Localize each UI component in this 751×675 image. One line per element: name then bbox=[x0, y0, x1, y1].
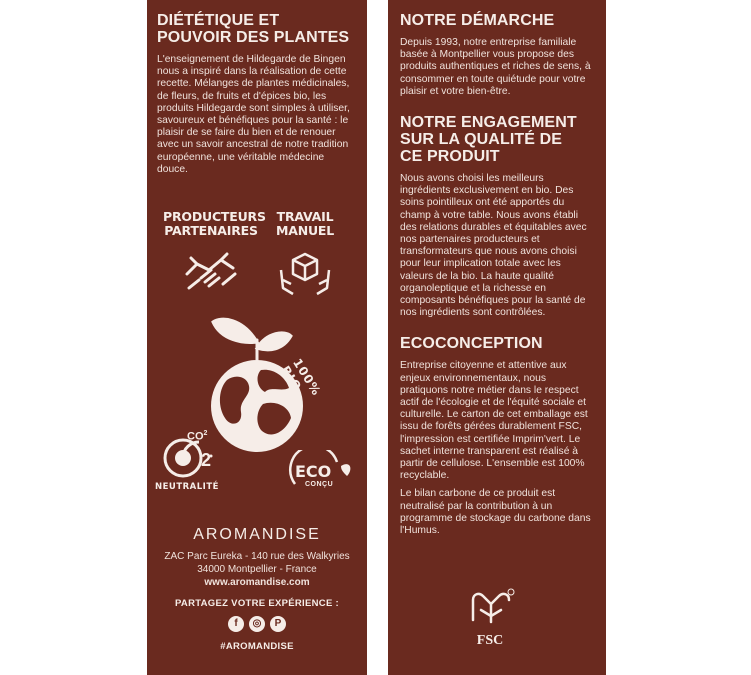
manual-work-title: TRAVAIL MANUEL bbox=[275, 209, 335, 239]
co2-top: $CO^2$ bbox=[187, 430, 208, 443]
fsc-label: FSC bbox=[476, 633, 504, 648]
dietetics-paragraph: L'enseignement de Hildegarde de Bingen nous a inspiré dans la réalisation de cette recette. Mélanges de plantes médicinales, de fleurs, de fruits et d'épices bio, les produits Hildegarde sont simples à utiliser, savoureux et bénéfiques pour la santé : le plaisir de se faire du bien et de renouer avec un savoir ancestral de notre tradition européenne, une véritable médecine douce. bbox=[157, 54, 350, 175]
co2-neutral-badge bbox=[155, 430, 221, 498]
approach-heading: NOTRE DÉMARCHE bbox=[400, 12, 555, 29]
approach-paragraph: Depuis 1993, notre entreprise familiale basée à Montpellier vous propose des produits authentiques et riches de sens, à consommer en toute quiétude pour votre plaisir et votre bien-être. bbox=[400, 37, 591, 97]
quality-section bbox=[400, 114, 594, 319]
ecodesign-paragraph: Entreprise citoyenne et attentive aux enjeux environnementaux, nous pratiquons notre métier dans le respect actif de l'écologie et de l'équité sociale et culturelle. Le carton de cet emballage est issu de forêts gérées durablement FSC, l'impression est certifiée Imprim'vert. Le sachet interne transparent est réalisé à partir de cellulose. L'ensemble est 100% recyclable. bbox=[400, 360, 588, 482]
hands-box-icon bbox=[275, 244, 335, 298]
social-icons bbox=[147, 616, 367, 632]
left-panel bbox=[147, 0, 367, 675]
brand-name: AROMANDISE bbox=[193, 526, 321, 543]
badges-row bbox=[157, 210, 357, 298]
dietetics-section bbox=[157, 12, 357, 176]
right-panel bbox=[388, 0, 606, 675]
co2-label: NEUTRALITÉ bbox=[155, 482, 219, 492]
producers-badge bbox=[163, 209, 266, 298]
ecodesign-section bbox=[400, 335, 594, 537]
eco-sub: CONÇU bbox=[305, 481, 334, 488]
facebook-icon[interactable]: f bbox=[228, 616, 244, 632]
quality-heading: NOTRE ENGAGEMENT SUR LA QUALITÉ DE CE PRODUIT bbox=[400, 114, 577, 166]
co2-big: 2 bbox=[201, 450, 212, 470]
eco-badge bbox=[285, 450, 355, 500]
address-line1: ZAC Parc Eureka - 140 rue des Walkyries bbox=[164, 551, 350, 562]
address bbox=[147, 550, 367, 589]
fsc-logo bbox=[460, 586, 520, 649]
hashtag: #AROMANDISE bbox=[220, 641, 294, 652]
address-line2: 34000 Montpellier - France bbox=[197, 564, 317, 575]
ecodesign-heading: ECOCONCEPTION bbox=[400, 335, 543, 353]
pinterest-icon[interactable]: P bbox=[270, 616, 286, 632]
producers-title: PRODUCTEURS PARTENAIRES bbox=[163, 209, 266, 239]
manual-work-badge bbox=[259, 210, 351, 298]
instagram-icon[interactable]: ◎ bbox=[249, 616, 265, 632]
website-link[interactable]: www.aromandise.com bbox=[204, 577, 310, 588]
eco-word: ECO bbox=[295, 462, 332, 481]
quality-paragraph: Nous avons choisi les meilleurs ingrédients exclusivement en bio. Des soins pointilleux ont été apportés du champ à votre table. Nous avons établi des relations durables et équitables avec nos partenaires producteurs et transformateurs que nous avons choisi pour leur implication totale avec les valeurs de la bio. La haute qualité organoleptique et la richesse en composants bénéfiques pour la santé de nos ingrédients sont contrôlées. bbox=[400, 173, 587, 319]
bio-globe bbox=[157, 300, 357, 520]
dietetics-heading: DIÉTÉTIQUE ET POUVOIR DES PLANTES bbox=[157, 12, 350, 46]
fsc-tree-icon bbox=[465, 586, 515, 626]
handshake-icon bbox=[181, 244, 241, 298]
approach-section bbox=[400, 12, 594, 98]
share-label: PARTAGEZ VOTRE EXPÉRIENCE : bbox=[175, 598, 339, 609]
carbon-paragraph: Le bilan carbone de ce produit est neutralisé par la contribution à un programme de stockage du carbone dans l'Humus. bbox=[400, 488, 591, 537]
bio-label: 100% BIO bbox=[278, 356, 324, 399]
